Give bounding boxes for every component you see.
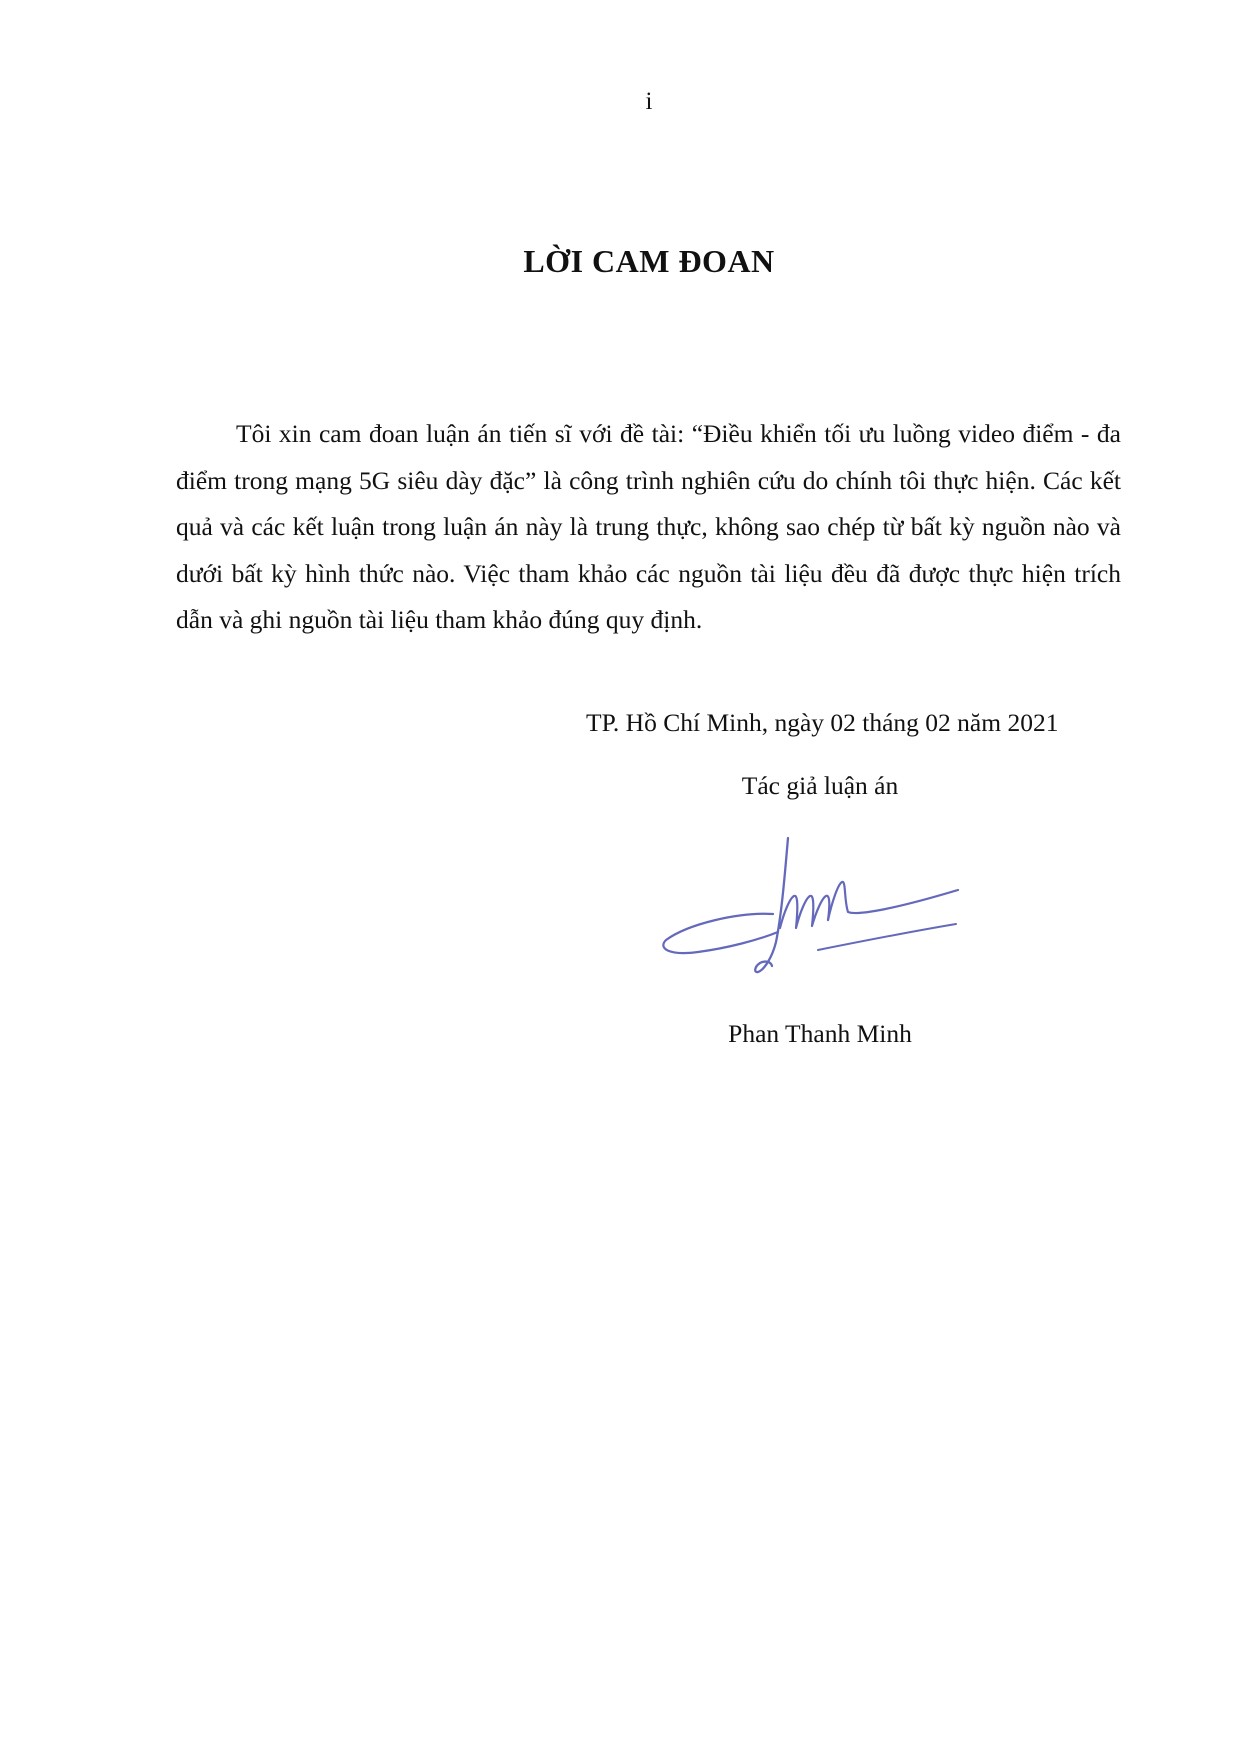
signature-stroke	[663, 914, 778, 953]
page-number: i	[645, 88, 653, 115]
signature-stroke	[818, 924, 956, 950]
date-line: TP. Hồ Chí Minh, ngày 02 tháng 02 năm 2021	[586, 708, 1059, 737]
author-label: Tác giả luận án	[741, 771, 899, 800]
page-title: LỜI CAM ĐOAN	[523, 243, 775, 279]
handwritten-signature	[658, 832, 968, 992]
author-name: Phan Thanh Minh	[728, 1019, 912, 1048]
signature-stroke	[828, 882, 958, 920]
signature-stroke	[755, 838, 788, 972]
declaration-paragraph: Tôi xin cam đoan luận án tiến sĩ với đề tài: “Điều khiển tối ưu luồng video điểm - đa điểm trong mạng 5G siêu dày đặc” là công trình nghiên cứu do chính tôi thực hiện. Các kết quả và các kết luận trong luận án này là trung thực, không sao chép từ bất kỳ nguồn nào và dưới bất kỳ hình thức nào. Việc tham khảo các nguồn tài liệu đều đã được thực hiện trích dẫn và ghi nguồn tài liệu tham khảo đúng quy định.	[176, 419, 1121, 634]
signature-stroke	[780, 896, 829, 928]
